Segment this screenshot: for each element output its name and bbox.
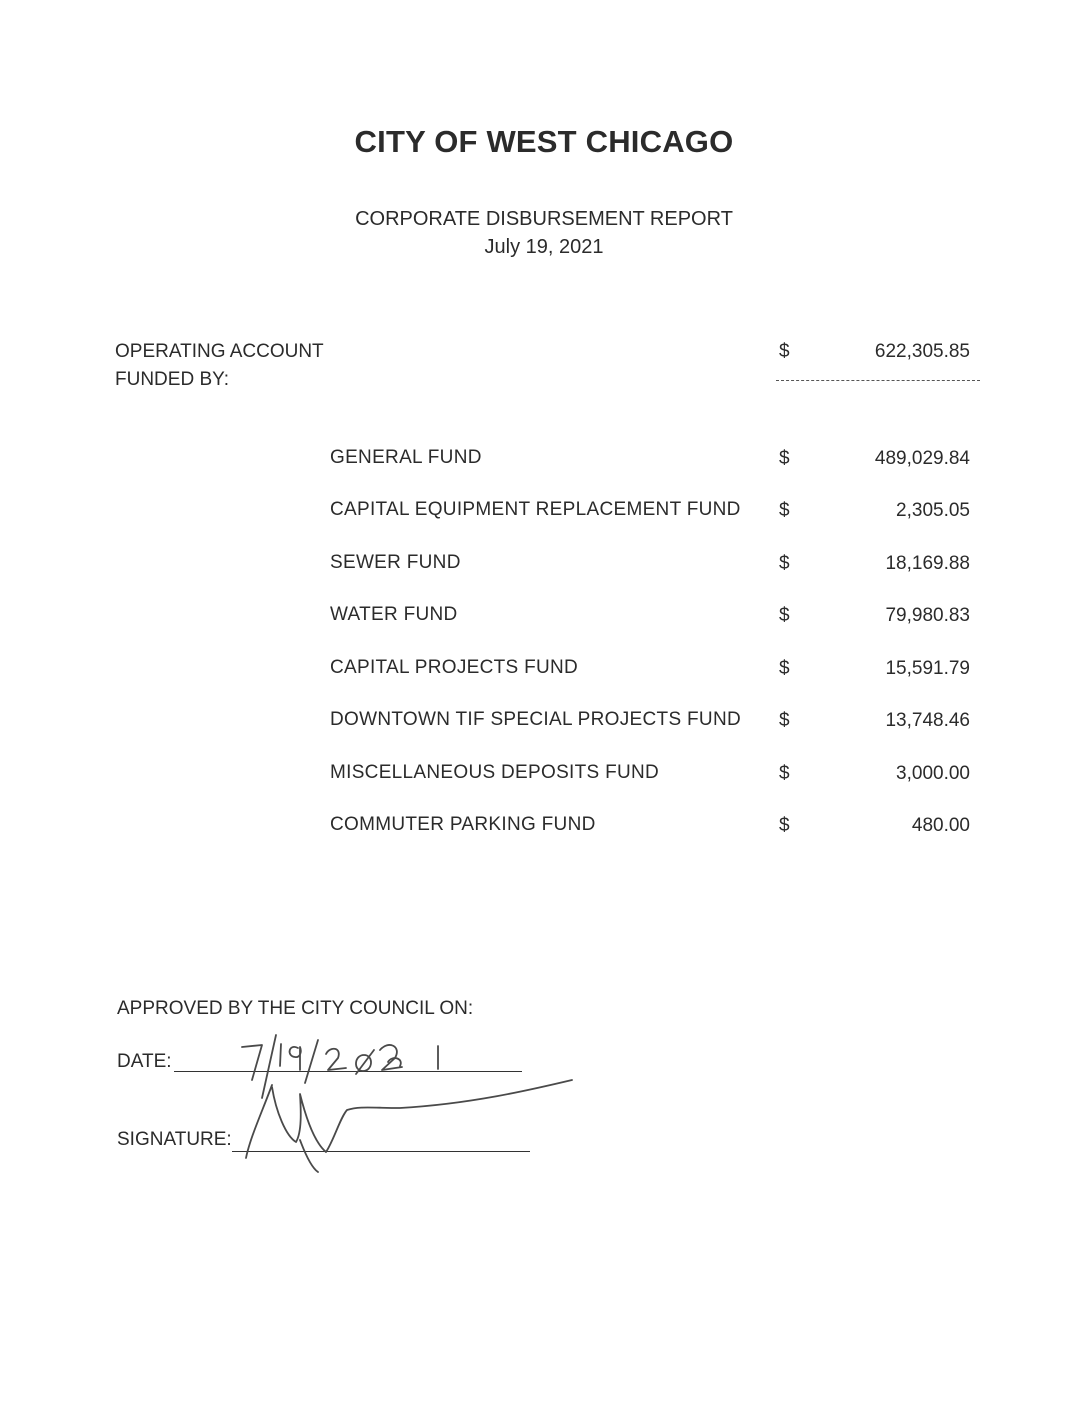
fund-name: WATER FUND [330,604,458,625]
fund-amount: 79,980.83 [885,605,970,626]
report-date: July 19, 2021 [484,236,604,258]
fund-currency: $ [779,763,790,784]
fund-currency: $ [779,605,790,626]
operating-amount: 622,305.85 [874,341,970,362]
page-title: CITY OF WEST CHICAGO [354,124,734,159]
signature-label: SIGNATURE: [117,1129,232,1150]
fund-name: DOWNTOWN TIF SPECIAL PROJECTS FUND [330,709,741,730]
total-divider [776,380,980,381]
fund-amount: 18,169.88 [885,553,970,574]
fund-amount: 15,591.79 [885,658,970,679]
fund-amount: 3,000.00 [896,763,970,784]
fund-amount: 480.00 [911,815,970,836]
signature-line [232,1151,530,1152]
fund-amount: 13,748.46 [885,710,970,731]
fund-name: COMMUTER PARKING FUND [330,814,596,835]
fund-currency: $ [779,553,790,574]
fund-amount: 2,305.05 [896,500,970,521]
fund-currency: $ [779,658,790,679]
report-subtitle: CORPORATE DISBURSEMENT REPORT [355,208,733,230]
operating-account-label: OPERATING ACCOUNT [115,341,324,362]
fund-currency: $ [779,500,790,521]
fund-amount: 489,029.84 [874,448,970,469]
handwritten-date [242,1035,438,1098]
fund-currency: $ [779,710,790,731]
approval-statement: APPROVED BY THE CITY COUNCIL ON: [117,998,474,1019]
fund-name: GENERAL FUND [330,447,482,468]
handwritten-signature [246,1080,572,1172]
fund-name: SEWER FUND [330,552,461,573]
date-line [174,1071,522,1072]
fund-name: CAPITAL PROJECTS FUND [330,657,579,678]
funded-by-label: FUNDED BY: [115,369,230,390]
operating-currency: $ [779,341,790,362]
fund-currency: $ [779,448,790,469]
date-label: DATE: [117,1051,172,1072]
fund-name: MISCELLANEOUS DEPOSITS FUND [330,762,660,783]
fund-name: CAPITAL EQUIPMENT REPLACEMENT FUND [330,499,741,520]
fund-currency: $ [779,815,790,836]
